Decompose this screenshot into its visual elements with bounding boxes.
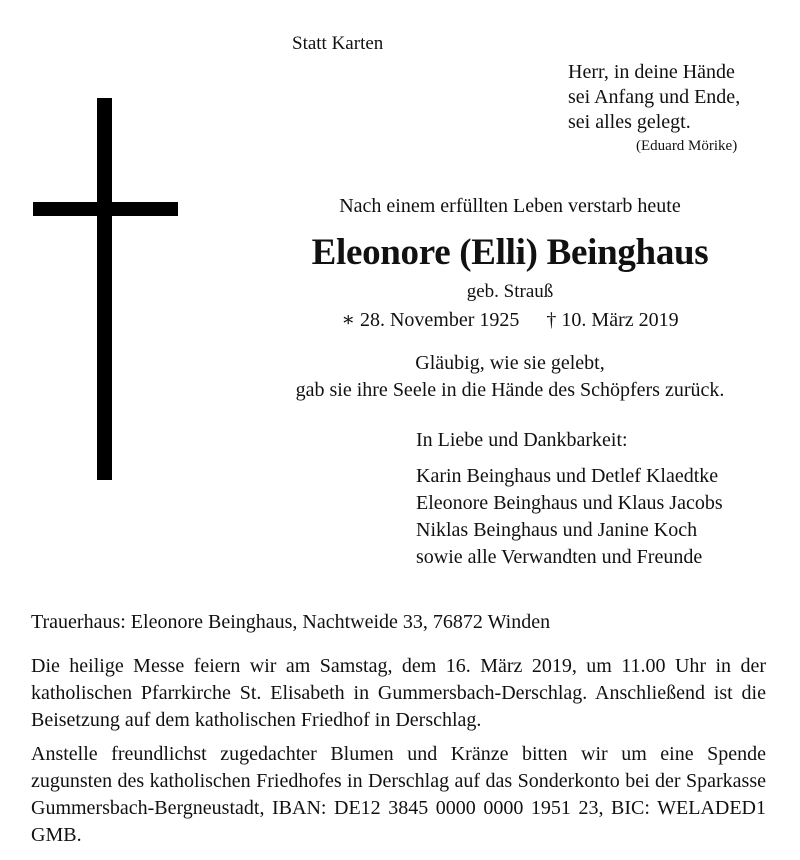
maiden-name: geb. Strauß	[466, 281, 554, 302]
mass-information: Die heilige Messe feiern wir am Samstag, dem 16. März 2019, um 11.00 Uhr in der katholischen Pfarrkirche St. Elisabeth in Gummersbach-Derschlag. Anschließend ist die Beisetzung auf dem katholischen Friedhof in Derschlag.	[31, 655, 766, 731]
poem-line: sei alles gelegt.	[568, 111, 691, 133]
donation-request: Anstelle freundlichst zugedachter Blumen und Kränze bitten wir um eine Spende zugunsten des katholischen Friedhofes in Derschlag auf das Sonderkonto bei der Sparkasse Gummersbach-Bergneustadt, IBAN: DE12 3845 0000 0000 1951 23, BIC: WELADED1 GMB.	[31, 743, 766, 846]
life-dates	[225, 307, 795, 332]
intro-text: Nach einem erfüllten Leben verstarb heute	[339, 195, 681, 217]
poem-line: Herr, in deine Hände	[568, 61, 735, 83]
trauerhaus-address: Trauerhaus: Eleonore Beinghaus, Nachtweide 33, 76872 Winden	[31, 611, 551, 633]
mourners-heading: In Liebe und Dankbarkeit:	[416, 429, 628, 451]
mourner-entry: sowie alle Verwandten und Freunde	[416, 546, 703, 568]
mourners-list	[416, 463, 723, 571]
mourner-entry: Karin Beinghaus und Detlef Klaedtke	[416, 465, 719, 487]
mourner-entry: Niklas Beinghaus und Janine Koch	[416, 519, 698, 541]
faith-quote	[225, 350, 795, 404]
cross-icon	[97, 98, 112, 480]
poem	[568, 60, 740, 135]
poem-line: sei Anfang und Ende,	[568, 86, 741, 108]
faith-line: Gläubig, wie sie gelebt,	[415, 352, 605, 374]
cross-icon-crossbar	[33, 202, 178, 216]
birth-date: ∗ 28. November 1925	[341, 309, 520, 331]
death-date: † 10. März 2019	[546, 309, 679, 331]
statt-karten-label: Statt Karten	[292, 33, 384, 54]
poem-author: (Eduard Mörike)	[636, 138, 738, 154]
faith-line: gab sie ihre Seele in die Hände des Schöpfers zurück.	[295, 379, 725, 401]
mourner-entry: Eleonore Beinghaus und Klaus Jacobs	[416, 492, 723, 514]
deceased-name: Eleonore (Elli) Beinghaus	[311, 232, 709, 273]
